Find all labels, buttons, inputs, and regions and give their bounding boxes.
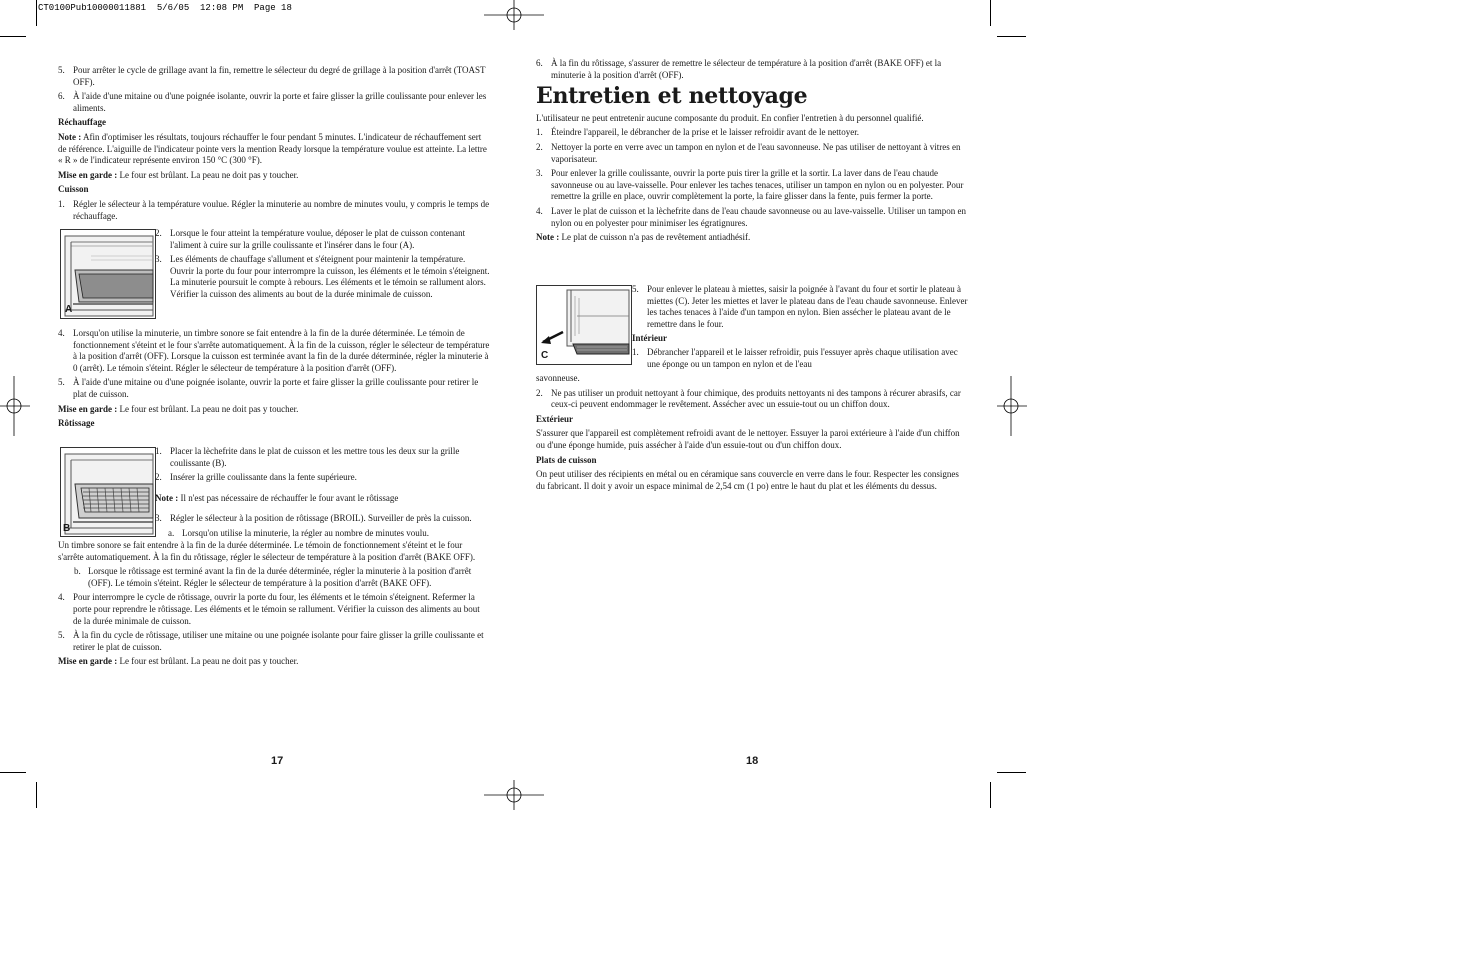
list-item: 5. À l'aide d'une mitaine ou d'une poignée isolante, ouvrir la porte et faire glisser la grille coulissante pour retirer le plat de cuisson. (58, 377, 479, 399)
section-heading-plats: Plats de cuisson (536, 454, 597, 465)
page-number: 18 (746, 755, 759, 767)
paragraph: Un timbre sonore se fait entendre à la fin de la durée déterminée. Le témoin de fonctionnement s'éteint et le four s'arrête automatiquement. À la fin du rôtissage, régler le sélecteur de température à la position d'arrêt (BAKE OFF). (58, 540, 476, 562)
page-title: Entretien et nettoyage (536, 83, 808, 110)
figure-label: B (63, 523, 71, 534)
section-heading-rotissage: Rôtissage (58, 418, 95, 429)
paragraph: S'assurer que l'appareil est complètement refroidi avant de le nettoyer. Essuyer la paroi extérieure à l'aide d'un chiffon ou d'une éponge humide, puis assécher à l'aide d'un essuie-tout ou d'un chiffon doux. (536, 428, 960, 450)
list-item: 1. Débrancher l'appareil et le laisser refroidir, puis l'essuyer après chaque utilisation avec une éponge ou un tampon en nylon et de l'eau (632, 346, 958, 369)
paragraph: On peut utiliser des récipients en métal ou en céramique sans couvercle en verre dans le four. Respecter les consignes du fabricant. Il doit y avoir un espace minimal de 2,54 cm (1 po) entre le haut du plat et les éléments du dessus. (536, 469, 959, 491)
registration-mark-icon (0, 376, 30, 436)
warning-paragraph: Mise en garde : Le four est brûlant. La peau ne doit pas y toucher. (58, 403, 299, 414)
figure-a-oven-illustration (60, 229, 156, 319)
list-item: 5. Pour arrêter le cycle de grillage avant la fin, remettre le sélecteur du degré de grillage à la position d'arrêt (TOAST OFF). (58, 65, 486, 87)
crop-mark (990, 782, 991, 808)
paragraph: savonneuse. (536, 373, 580, 383)
list-item: 3. Pour enlever la grille coulissante, ouvrir la porte puis tirer la grille et la sortir. La laver dans de l'eau chaude savonneuse ou au lave-vaisselle. Pour enlever les taches tenaces, utiliser un tampon en nylon ou en polyester. Pour remettre la grille en place, ouvrir complètement la porte, la faire glisser dans la fente, puis fermer la porte. (536, 168, 964, 202)
list-item: 2. Lorsque le four atteint la température voulue, déposer le plat de cuisson contenant l'aliment à cuire sur la grille coulissante et l'insérer dans le four (A). (155, 228, 466, 250)
list-item: 1. Éteindre l'appareil, le débrancher de la prise et le laisser refroidir avant de le nettoyer. (536, 127, 859, 138)
list-item: 2. Insérer la grille coulissante dans la fente supérieure. (155, 472, 357, 483)
page-18-column (536, 58, 968, 247)
page-number: 17 (271, 755, 284, 767)
page-18-figure-c-text (632, 284, 968, 373)
page-17-column (58, 65, 490, 225)
list-item: 4. Lorsqu'on utilise la minuterie, un timbre sonore se fait entendre à la fin de la durée déterminée. Le témoin de fonctionnement s'éteint et le four s'arrête automatiquement. À la fin de la cuisson, régler le sélecteur de température à la position d'arrêt (OFF). Lorsque la cuisson est terminée avant la fin de la durée déterminée, régler la minuterie à 0 (arrêt). Le témoin s'éteint. Régler le sélecteur de température à la position d'arrêt (OFF). (58, 328, 490, 373)
list-item: 6. À l'aide d'une mitaine ou d'une poignée isolante, ouvrir la porte et faire glisser la grille coulissante pour enlever les aliments. (58, 91, 487, 113)
section-heading-cuisson: Cuisson (58, 184, 89, 195)
list-item: 3. Les éléments de chauffage s'allument et s'éteignent pour maintenir la température. Ouvrir la porte du four pour interrompre la cuisson, les éléments et le témoin s'éteignent. La minuterie poursuit le compte à rebours. Les éléments et le témoin se rallument alors. Vérifier la cuisson des aliments au bout de la durée minimale de cuisson. (155, 254, 490, 299)
oven-icon (61, 448, 155, 536)
list-item: 1. Placer la lèchefrite dans le plat de cuisson et les mettre tous les deux sur la grille coulissante (B). (155, 446, 460, 468)
crop-mark (990, 0, 991, 26)
crop-mark (0, 36, 26, 37)
note-paragraph: Note : Il n'est pas nécessaire de réchauffer le four avant le rôtissage (155, 492, 399, 503)
list-item: b. Lorsque le rôtissage est terminé avant la fin de la durée déterminée, régler la minuterie à la position d'arrêt (OFF). Le témoin s'éteint. Régler le sélecteur de température à la position d'arrêt (BAKE OFF). (74, 566, 472, 588)
crumb-tray-icon (537, 286, 631, 364)
oven-icon (61, 230, 155, 318)
note-paragraph: Note : Le plat de cuisson n'a pas de revêtement antiadhésif. (536, 232, 751, 243)
registration-mark-icon (484, 0, 544, 30)
warning-paragraph: Mise en garde : Le four est brûlant. La peau ne doit pas y toucher. (58, 656, 299, 667)
crop-mark (36, 782, 37, 808)
page-18-column-bottom (536, 373, 968, 495)
list-item: 5. Pour enlever le plateau à miettes, saisir la poignée à l'avant du four et sortir le plateau à miettes (C). Jeter les miettes et laver le plateau dans de l'eau chaude savonneuse. Enlever les taches tenaces à l'aide d'un tampon en nylon. Bien assécher le plateau avant de le remettre dans le four. (632, 284, 968, 329)
list-item: 3. Régler le sélecteur à la position de rôtissage (BROIL). Surveiller de près la cuisson. (155, 513, 472, 524)
crop-mark (997, 772, 1026, 773)
list-item: 1. Régler le sélecteur à la température voulue. Régler la minuterie au nombre de minutes voulu, y compris le temps de réchauffage. (58, 198, 490, 221)
registration-mark-icon (484, 780, 544, 810)
list-item: 5. À la fin du cycle de rôtissage, utiliser une mitaine ou une poignée isolante pour faire glisser la grille coulissante et retirer le plat de cuisson. (58, 630, 484, 652)
crop-mark (997, 36, 1026, 37)
page-17-figure-a-text (155, 228, 490, 304)
page-17-column-bottom (58, 540, 490, 671)
section-heading-exterieur: Extérieur (536, 413, 573, 424)
section-heading-interieur: Intérieur (632, 333, 667, 344)
crop-mark (36, 0, 37, 26)
list-item: 4. Pour interrompre le cycle de rôtissage, ouvrir la porte du four, les éléments et le témoin s'éteignent. Refermer la porte pour reprendre le rôtissage. Les éléments et le témoin se rallument. Vérifier la cuisson des aliments au bout de la durée minimale de cuisson. (58, 592, 480, 626)
warning-paragraph: Mise en garde : Le four est brûlant. La peau ne doit pas y toucher. (58, 169, 299, 180)
crop-mark (0, 772, 26, 773)
printer-slug: CT0100Pub10000011881 5/6/05 12:08 PM Page 18 (38, 3, 292, 13)
note-paragraph: Note : Afin d'optimiser les résultats, toujours réchauffer le four pendant 5 minutes. L'indicateur de réchauffement sert de référence. L'aiguille de l'indicateur pointe vers la mention Ready lorsque la température voulue est atteinte. La lettre « R » de l'indicateur représente environ 150 °C (300 °F). (58, 131, 487, 166)
list-item: 2. Nettoyer la porte en verre avec un tampon en nylon et de l'eau savonneuse. Ne pas utiliser de nettoyant à vitres en vaporisateur. (536, 141, 961, 164)
page-17-figure-b-text (155, 446, 490, 540)
section-heading-rechauffage: Réchauffage (58, 117, 106, 128)
figure-c-crumb-tray-illustration (536, 285, 632, 365)
list-item: a. Lorsqu'on utilise la minuterie, la régler au nombre de minutes voulu. (168, 527, 430, 538)
intro-paragraph: L'utilisateur ne peut entretenir aucune composante du produit. En confier l'entretien à du personnel qualifié. (536, 112, 924, 123)
list-item: 2. Ne pas utiliser un produit nettoyant à four chimique, des produits nettoyants ni des tampons à récurer abrasifs, car ceux-ci peuvent endommager le revêtement. Assécher avec un essuie-tout ou un chiffon doux. (536, 387, 961, 410)
registration-mark-icon (997, 376, 1027, 436)
list-item: 6. À la fin du rôtissage, s'assurer de remettre le sélecteur de température à la position d'arrêt (BAKE OFF) et la minuterie à la position d'arrêt (OFF). (536, 58, 942, 80)
figure-label: C (541, 350, 549, 361)
figure-b-oven-illustration (60, 447, 156, 537)
page-17-column-mid (58, 328, 490, 433)
list-item: 4. Laver le plat de cuisson et la lèchefrite dans de l'eau chaude savonneuse ou au lave-vaisselle. Utiliser un tampon en nylon ou en polyester pour minimiser les égratignures. (536, 205, 966, 228)
figure-label: A (65, 304, 73, 315)
